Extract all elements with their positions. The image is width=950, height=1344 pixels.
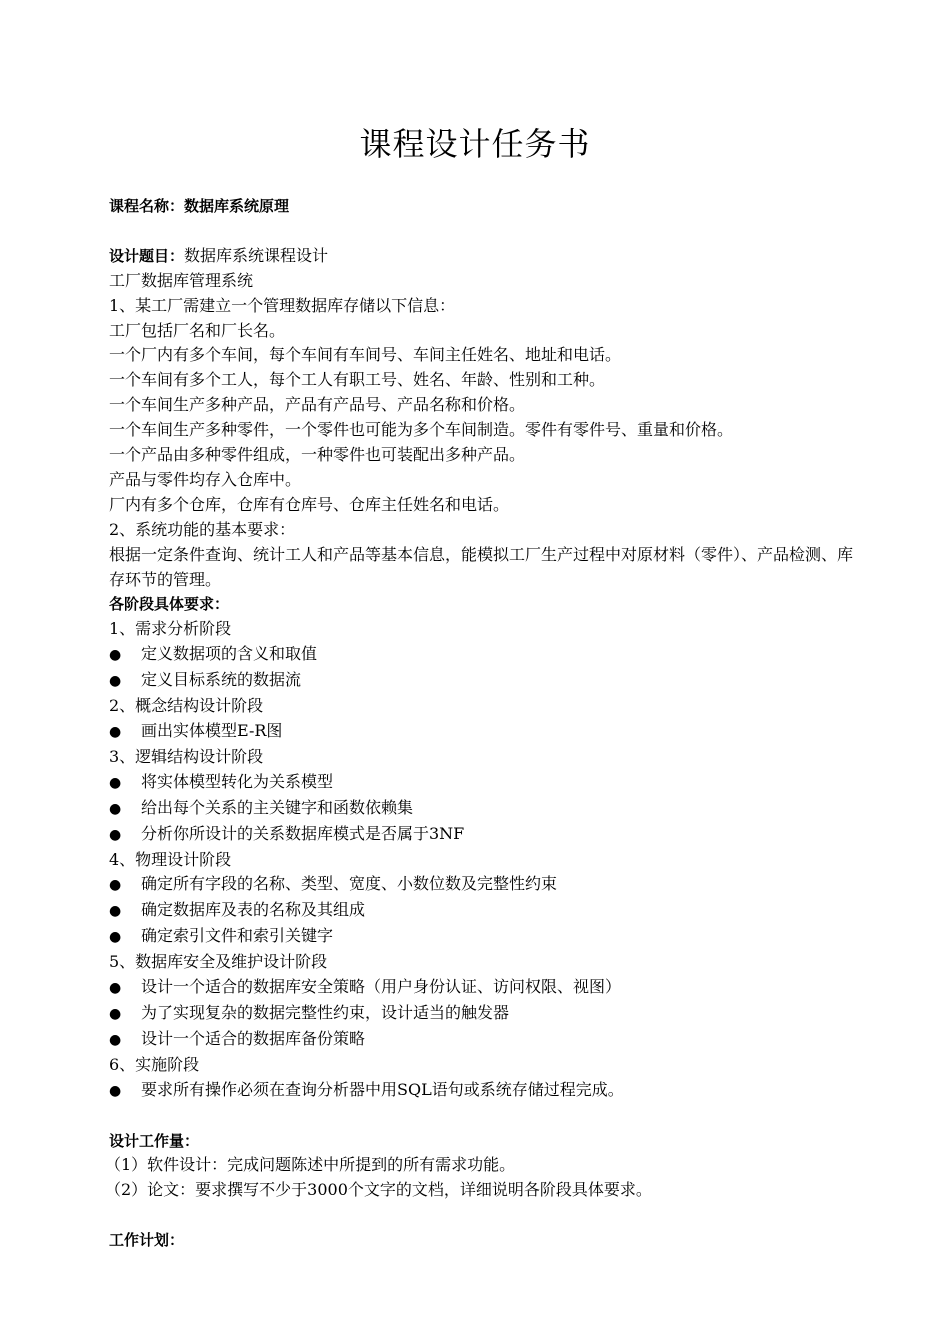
stage-title: 3、逻辑结构设计阶段 — [109, 746, 264, 766]
bullet-icon: ● — [109, 980, 122, 997]
bullet-icon: ● — [109, 826, 122, 843]
spacer — [109, 219, 869, 244]
bullet-icon: ● — [109, 903, 122, 920]
list-item — [109, 796, 869, 822]
list-item — [109, 642, 869, 668]
list-item-text: 确定所有字段的名称、类型、宽度、小数位数及完整性约束 — [141, 874, 558, 894]
list-item — [109, 872, 869, 898]
system-req-text: 根据一定条件查询、统计工人和产品等基本信息，能模拟工厂生产过程中对原材料（零件）、产品检测、库存环节的管理。 — [109, 544, 854, 589]
course-value: 数据库系统原理 — [184, 197, 290, 215]
list-item — [109, 975, 869, 1001]
workload-item: （1）软件设计：完成问题陈述中所提到的所有需求功能。 — [105, 1155, 516, 1175]
bullet-icon: ● — [109, 673, 122, 690]
stage-title: 6、实施阶段 — [109, 1054, 200, 1074]
list-item — [109, 924, 869, 950]
document-body — [105, 194, 869, 1253]
spacer — [109, 1104, 869, 1129]
info-line: 一个车间生产多种零件，一个零件也可能为多个车间制造。零件有零件号、重量和价格。 — [109, 420, 734, 440]
requirements-intro: 1、某工厂需建立一个管理数据库存储以下信息： — [109, 295, 456, 315]
list-item — [109, 770, 869, 796]
list-item-text: 定义目标系统的数据流 — [141, 670, 302, 690]
plan-title: 工作计划： — [109, 1231, 185, 1250]
stage-title: 5、数据库安全及维护设计阶段 — [109, 952, 328, 972]
course-line — [109, 194, 869, 219]
stage-title: 4、物理设计阶段 — [109, 849, 232, 869]
list-item — [109, 1027, 869, 1053]
list-item-text: 给出每个关系的主关键字和函数依赖集 — [141, 797, 414, 817]
list-item — [109, 1001, 869, 1027]
page-title: 课程设计任务书 — [359, 125, 591, 163]
info-line: 产品与零件均存入仓库中。 — [109, 469, 302, 489]
stages-title: 各阶段具体要求： — [109, 595, 230, 614]
topic-value: 数据库系统课程设计 — [184, 245, 329, 265]
stage-title: 1、需求分析阶段 — [109, 619, 232, 639]
list-item — [109, 822, 869, 848]
bullet-icon: ● — [109, 877, 122, 894]
course-label: 课程名称： — [109, 197, 185, 215]
list-item — [109, 719, 869, 745]
list-item-text: 分析你所设计的关系数据库模式是否属于3NF — [141, 823, 465, 843]
list-item-text: 确定索引文件和索引关键字 — [141, 926, 334, 946]
list-item — [109, 898, 869, 924]
info-line: 一个车间有多个工人，每个工人有职工号、姓名、年龄、性别和工种。 — [109, 370, 606, 390]
topic-line — [109, 244, 869, 269]
list-item — [109, 668, 869, 694]
workload-title: 设计工作量： — [109, 1131, 200, 1150]
list-item-text: 将实体模型转化为关系模型 — [141, 771, 334, 791]
list-item-text: 要求所有操作必须在查询分析器中用SQL语句或系统存储过程完成。 — [141, 1079, 624, 1099]
bullet-icon: ● — [109, 647, 122, 664]
spacer — [109, 1203, 869, 1228]
list-item-text: 定义数据项的含义和取值 — [141, 644, 318, 664]
bullet-icon: ● — [109, 724, 122, 741]
list-item-text: 设计一个适合的数据库安全策略（用户身份认证、访问权限、视图） — [141, 977, 622, 997]
subtitle: 工厂数据库管理系统 — [109, 270, 254, 290]
bullet-icon: ● — [109, 800, 122, 817]
system-req-title: 2、系统功能的基本要求： — [109, 519, 296, 539]
list-item — [109, 1078, 869, 1104]
bullet-icon: ● — [109, 1005, 122, 1022]
bullet-icon: ● — [109, 929, 122, 946]
workload-item: （2）论文：要求撰写不少于3000个文字的文档，详细说明各阶段具体要求。 — [105, 1180, 652, 1200]
list-item-text: 为了实现复杂的数据完整性约束，设计适当的触发器 — [141, 1002, 510, 1022]
list-item-text: 确定数据库及表的名称及其组成 — [141, 900, 366, 920]
info-line: 一个车间生产多种产品，产品有产品号、产品名称和价格。 — [109, 395, 526, 415]
bullet-icon: ● — [109, 1031, 122, 1048]
info-line: 工厂包括厂名和厂长名。 — [109, 320, 286, 340]
info-line: 厂内有多个仓库，仓库有仓库号、仓库主任姓名和电话。 — [109, 494, 510, 514]
stage-title: 2、概念结构设计阶段 — [109, 696, 264, 716]
list-item-text: 画出实体模型E-R图 — [141, 721, 283, 741]
info-line: 一个产品由多种零件组成，一种零件也可装配出多种产品。 — [109, 445, 526, 465]
bullet-icon: ● — [109, 774, 122, 791]
info-line: 一个厂内有多个车间，每个车间有车间号、车间主任姓名、地址和电话。 — [109, 345, 622, 365]
bullet-icon: ● — [109, 1082, 122, 1099]
list-item-text: 设计一个适合的数据库备份策略 — [141, 1028, 366, 1048]
topic-label: 设计题目： — [109, 246, 185, 265]
